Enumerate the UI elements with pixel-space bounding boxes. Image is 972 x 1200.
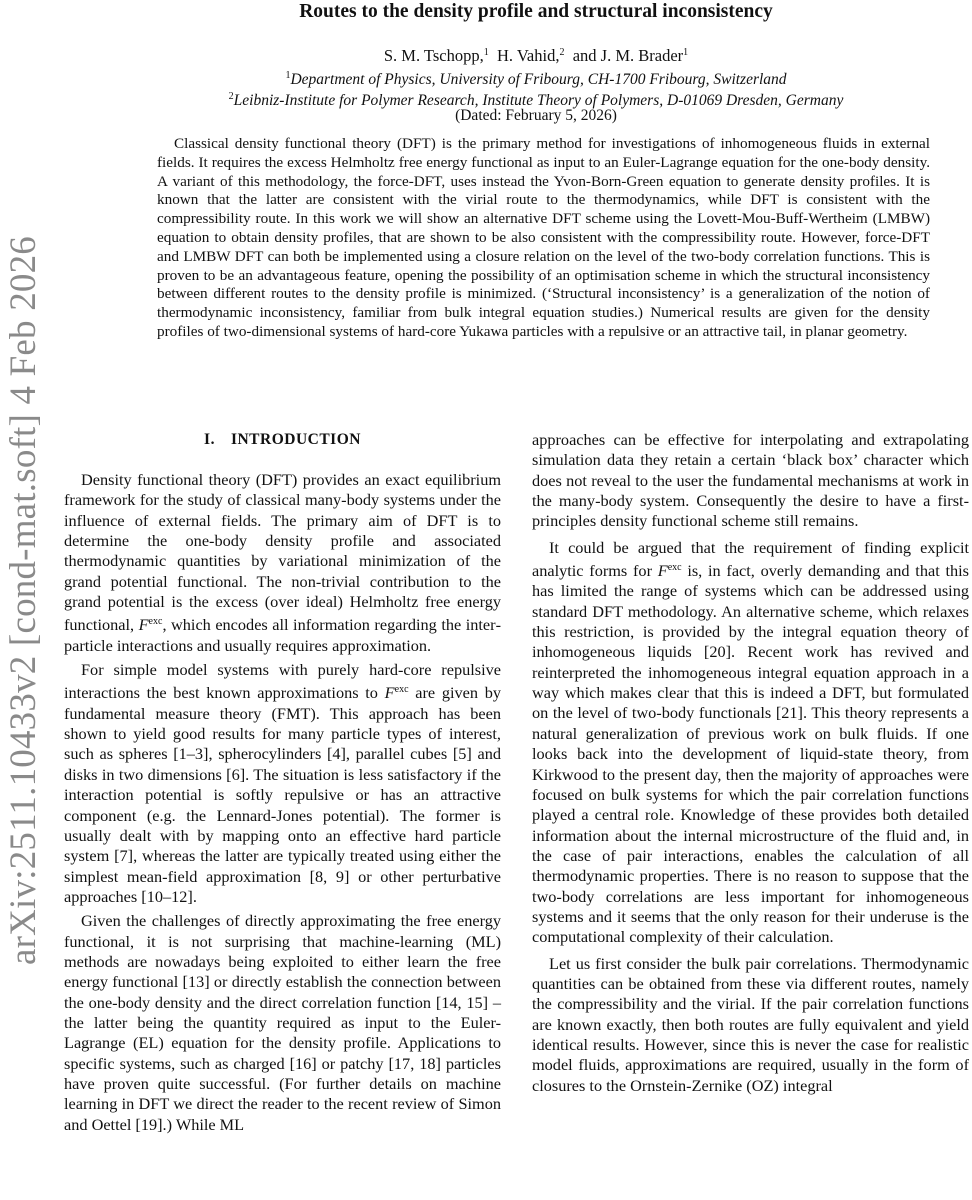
author-list [0, 43, 972, 66]
affiliation-2: $^2$Leibniz-Institute for Polymer Research, Institute Theory of Polymers, D-01069 Dresden, Germany [228, 91, 844, 109]
section-heading-introduction [64, 430, 501, 450]
right-column [532, 430, 969, 1100]
author: S. M. Tschopp,$^1$ [383, 46, 489, 65]
paper-title: Routes to the density profile and structural inconsistency [299, 1, 773, 22]
paragraph: For simple model systems with purely hard-core repulsive interactions the best known approximations to $F^{exc}$ are given by fundamental measure theory (FMT). This approach has been shown to yield good results for many particle types of interest, such as spheres [1–3], spherocylinders [4], parallel cubes [5] and disks in two dimensions [6]. The situation is less satisfactory if the interaction potential is softly repulsive or has an attractive component (e.g. the Lennard-Jones potential). The former is usually dealt with by mapping onto an effective hard particle system [7], whereas the latter are typically treated using either the simplest mean-field approximation [8, 9] or other perturbative approaches [10–12]. [64, 660, 502, 906]
arxiv-identifier-stamp [2, 235, 46, 965]
section-number: I. [204, 431, 215, 448]
left-column [64, 430, 501, 1139]
affiliation-1: $^1$Department of Physics, University of Fribourg, CH-1700 Fribourg, Switzerland [285, 70, 787, 88]
author: H. Vahid,$^2$ [496, 46, 565, 65]
author: and J. M. Brader$^1$ [572, 46, 689, 65]
paragraph: Let us first consider the bulk pair correlations. Thermodynamic quantities can be obtained from these via different routes, namely the compressibility and the virial. If the pair correlation functions are known exactly, then both routes are fully equivalent and yield identical results. However, since this is never the case for realistic model fluids, approximations are required, usually in the form of closures to the Ornstein-Zernike (OZ) integral [532, 953, 969, 1095]
abstract: Classical density functional theory (DFT) is the primary method for investigations of inhomogeneous fluids in external fields. It requires the excess Helmholtz free energy functional as input to an Euler-Lagrange equation for the one-body density. A variant of this methodology, the force-DFT, uses instead the Yvon-Born-Green equation to generate density profiles. It is known that the latter are consistent with the virial route to the thermodynamics, while DFT is consistent with the compressibility route. In this work we will show an alternative DFT scheme using the Lovett-Mou-Buff-Wertheim (LMBW) equation to obtain density profiles, that are shown to be also consistent with the compressibility route. However, force-DFT and LMBW DFT can both be implemented using a closure relation on the level of the two-body correlation functions. This is proven to be an advantageous feature, opening the possibility of an optimisation scheme in which the structural inconsistency between different routes to the density profile is minimized. (‘Structural inconsistency’ is a generalization of the notion of thermodynamic inconsistency, familiar from bulk integral equation studies.) Numerical results are given for the density profiles of two-dimensional systems of hard-core Yukawa particles with a repulsive or an attractive tail, in planar geometry. [157, 135, 930, 340]
dated-line: (Dated: February 5, 2026) [455, 107, 617, 124]
section-title: INTRODUCTION [230, 431, 361, 448]
paragraph: Given the challenges of directly approximating the free energy functional, it is not surprising that machine-learning (ML) methods are nowadays being exploited to either learn the free energy functional [13] or directly establish the connection between the one-body density and the direct correlation function [14, 15] – the latter being the quantity required as input to the Euler-Lagrange (EL) equation for the density profile. Applications to specific systems, such as charged [16] or patchy [17, 18] particles have proven quite successful. (For further details on machine learning in DFT we direct the reader to the recent review of Simon and Oettel [19].) While ML [64, 911, 501, 1134]
paragraph: It could be argued that the requirement of finding explicit analytic forms for $F^{exc}$ is, in fact, overly demanding and that this has limited the range of systems which can be addressed using standard DFT methodology. An alternative scheme, which relaxes this restriction, is provided by the integral equation theory of inhomogeneous liquids [20]. Recent work has revived and reinterpreted the inhomogeneous integral equation approach in a way which makes clear that this is indeed a DFT, but formulated on the level of two-body functionals [21]. This theory represents a natural generalization of previous work on bulk fluids. If one looks back into the development of liquid-state theory, from Kirkwood to the present day, then the majority of approaches were focused on bulk systems for which the pair correlation functions played a central role. Knowledge of these provides both detailed information about the internal microstructure of the fluid and, in the case of pair interactions, enables the calculation of all thermodynamic properties. There is no reason to suppose that the two-body correlations are less important for inhomogeneous systems and it seems that the only reason for their underuse is the computational complexity of their calculation. [532, 537, 969, 947]
paragraph: approaches can be effective for interpolating and extrapolating simulation data they retain a certain ‘black box’ character which does not reveal to the user the fundamental mechanisms at work in the many-body system. Consequently the desire to have a first-principles density functional scheme still remains. [532, 430, 969, 531]
paragraph: Density functional theory (DFT) provides an exact equilibrium framework for the study of classical many-body systems under the influence of external fields. The primary aim of DFT is to determine the one-body density profile and associated thermodynamic quantities by variational minimization of the grand potential functional. The non-trivial contribution to the grand potential is the excess (over ideal) Helmholtz free energy functional, $F^{exc}$, which encodes all information regarding the interparticle interactions and usually requires approximation. [64, 470, 501, 655]
arxiv-stamp-text: arXiv:2511.10433v2 [cond-mat.soft] 4 Feb 2026 [3, 235, 45, 965]
